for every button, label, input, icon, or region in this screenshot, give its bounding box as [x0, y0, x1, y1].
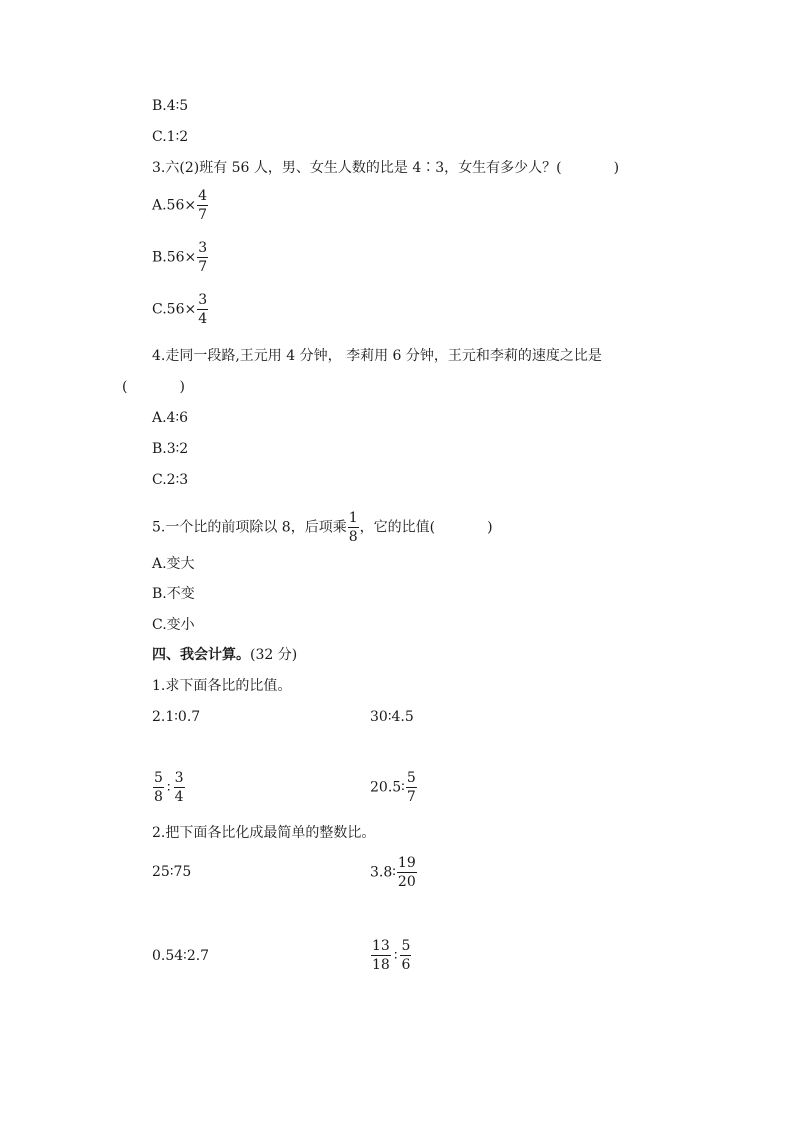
- sub2-item-4-numerator-1: 13: [372, 938, 390, 954]
- q5-stem-after: ，它的比值(: [359, 519, 436, 536]
- q5-fraction: [348, 510, 359, 545]
- sub2-item-4-denominator-1: 18: [372, 957, 390, 973]
- q4-answer-paren: [122, 377, 185, 397]
- sub1-item-3-denominator-1: 8: [154, 789, 163, 805]
- sub2-item-3: 0.54∶2.7: [152, 948, 210, 964]
- sub2-item-1: 25∶75: [152, 864, 192, 880]
- q4-option-a: A.4∶6: [152, 410, 189, 426]
- q2-option-c: C.1∶2: [152, 129, 189, 145]
- section-4-score: (32 分): [250, 647, 298, 663]
- sub1-item-3-numerator-2: 3: [174, 770, 184, 786]
- q3-stem-text: 3.六(2)班有 56 人，男、女生人数的比是 4∶3，女生有多少人？(: [152, 160, 562, 176]
- sub1-item-4-denominator: 7: [406, 789, 416, 805]
- q3-option-a-fraction: [197, 188, 208, 223]
- q5-stem-before: 5.一个比的前项除以 8，后项乘: [152, 519, 347, 536]
- sub2-item-2-denominator: 20: [397, 874, 416, 890]
- q3-option-a: [152, 188, 209, 223]
- q3-option-c-denominator: 4: [198, 311, 208, 327]
- q3-option-b-fraction: [197, 240, 208, 275]
- sub1-item-2: 30∶4.5: [370, 709, 414, 725]
- q3-option-a-numerator: 4: [198, 188, 208, 204]
- sub2-item-2-prefix: 3.8∶: [370, 864, 396, 881]
- sub2-item-2-fraction: [397, 855, 417, 890]
- sub2-item-2: [370, 855, 418, 890]
- q3-option-b-denominator: 7: [198, 259, 208, 275]
- sub1-item-4-fraction: [406, 770, 417, 805]
- q4-option-b: B.3∶2: [152, 441, 189, 457]
- sub1-item-4-prefix: 20.5∶: [370, 779, 405, 796]
- q3-option-c-fraction: [197, 292, 208, 327]
- sub2-item-2-numerator: 19: [397, 855, 416, 871]
- q5-option-a: A.变大: [152, 556, 195, 572]
- sub1-item-3-numerator-1: 5: [154, 770, 163, 786]
- sub1-item-3: [152, 770, 186, 805]
- sub1-item-3-separator: ∶: [166, 779, 171, 796]
- q5-option-b: B.不变: [152, 586, 195, 602]
- sub1-item-3-fraction-2: [174, 770, 185, 805]
- q3-option-c-numerator: 3: [198, 292, 208, 308]
- sub1-item-4: [370, 770, 418, 805]
- sub1-item-1: 2.1∶0.7: [152, 709, 201, 725]
- q2-option-b: B.4∶5: [152, 98, 189, 114]
- sub2-item-4-numerator-2: 5: [401, 938, 411, 954]
- q3-option-a-prefix: A.56×: [152, 197, 197, 214]
- q5-numerator: 1: [348, 510, 358, 526]
- q4-stem: 4.走同一段路,王元用 4 分钟， 李莉用 6 分钟，王元和李莉的速度之比是: [152, 348, 602, 364]
- q3-option-b: [152, 240, 209, 275]
- q4-close-paren: ): [179, 379, 185, 395]
- sub2-item-4-denominator-2: 6: [401, 957, 411, 973]
- section-4-title: 四、我会计算。: [152, 647, 250, 663]
- q5-stem: [152, 510, 493, 545]
- sub2-title: 2.把下面各比化成最简单的整数比。: [152, 825, 376, 841]
- q5-denominator: 8: [348, 529, 358, 545]
- q3-option-c-prefix: C.56×: [152, 301, 197, 318]
- sub2-item-4-fraction-1: [371, 938, 391, 973]
- section-4-heading: [152, 645, 297, 665]
- q3-close-paren: ): [613, 160, 620, 176]
- sub1-item-4-numerator: 5: [406, 770, 416, 786]
- q3-option-c: [152, 292, 209, 327]
- q4-open-paren: (: [122, 379, 128, 395]
- q4-option-c: C.2∶3: [152, 472, 189, 488]
- sub2-item-4-separator: ∶: [393, 947, 398, 964]
- q3-option-a-denominator: 7: [198, 207, 208, 223]
- q5-close-paren: ): [487, 519, 493, 536]
- q5-option-c: C.变小: [152, 617, 195, 633]
- q3-option-b-prefix: B.56×: [152, 249, 197, 266]
- sub2-item-4-fraction-2: [400, 938, 411, 973]
- sub2-item-4: [370, 938, 412, 973]
- sub1-title: 1.求下面各比的比值。: [152, 678, 292, 694]
- sub1-item-3-denominator-2: 4: [174, 789, 184, 805]
- q3-stem: [152, 158, 619, 178]
- q3-option-b-numerator: 3: [198, 240, 208, 256]
- sub1-item-3-fraction-1: [153, 770, 164, 805]
